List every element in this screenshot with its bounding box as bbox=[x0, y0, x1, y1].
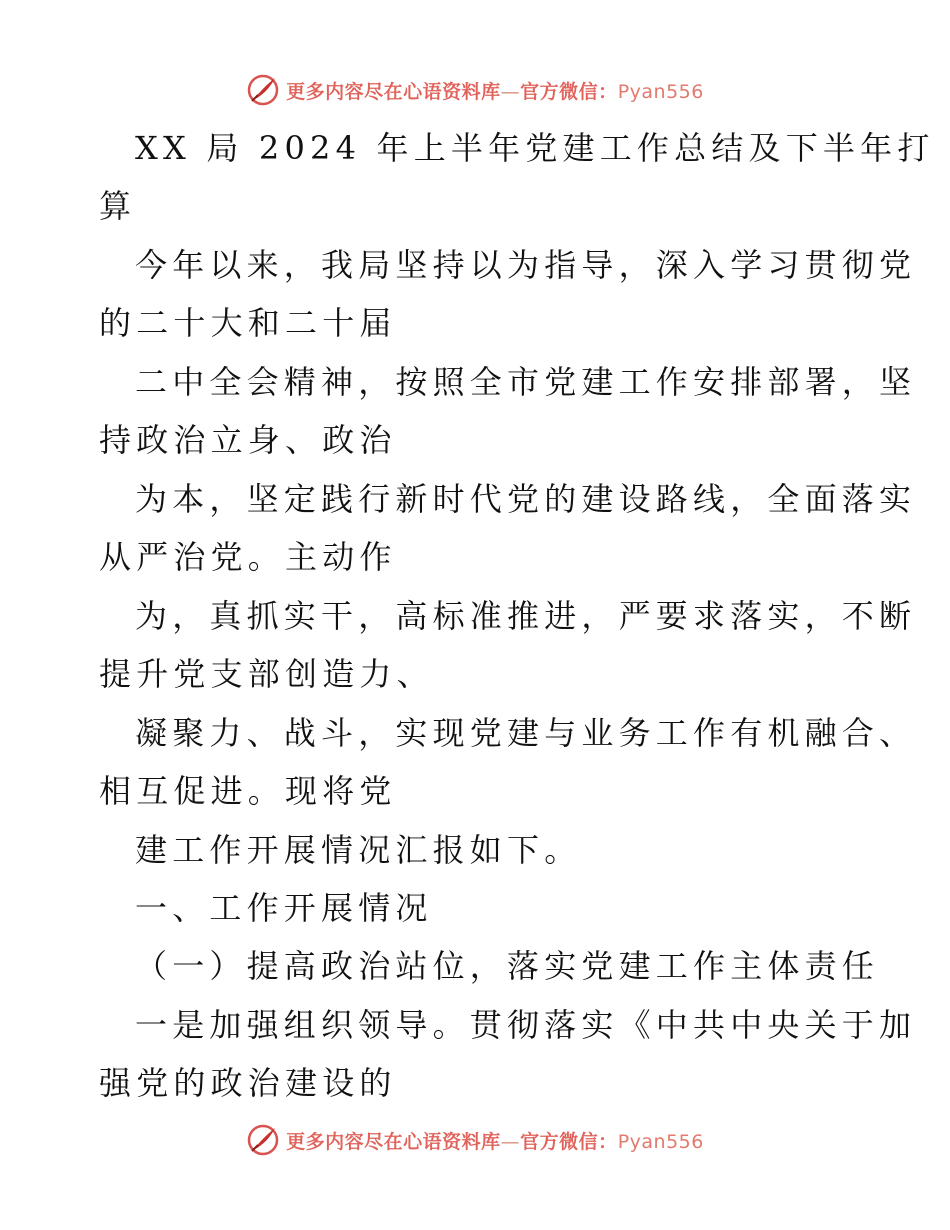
doc-paragraph-line: 持政治立身、政治 bbox=[99, 421, 397, 459]
doc-subsection-heading: （一）提高政治站位，落实党建工作主体责任 bbox=[135, 947, 880, 985]
quill-logo-icon bbox=[246, 1123, 280, 1157]
doc-paragraph-line: 凝聚力、战斗，实现党建与业务工作有机融合、 bbox=[135, 714, 917, 752]
doc-paragraph-line: 今年以来，我局坚持以为指导，深入学习贯彻党 bbox=[135, 246, 917, 284]
doc-title-line-2: 算 bbox=[99, 187, 137, 225]
watermark-separator: — bbox=[500, 1130, 521, 1153]
doc-section-heading: 一、工作开展情况 bbox=[135, 889, 433, 927]
doc-paragraph-line: 提升党支部创造力、 bbox=[99, 655, 434, 693]
doc-paragraph-line: 为本，坚定践行新时代党的建设路线，全面落实 bbox=[135, 480, 917, 518]
doc-title-line-1: XX 局 2024 年上半年党建工作总结及下半年打 bbox=[135, 129, 935, 167]
quill-logo-icon bbox=[246, 73, 280, 107]
watermark-separator: — bbox=[500, 80, 521, 103]
watermark-handle: Pyan556 bbox=[617, 1130, 704, 1153]
watermark-site: 更多内容尽在心语资料库 bbox=[286, 80, 501, 103]
watermark-site: 更多内容尽在心语资料库 bbox=[286, 1130, 501, 1153]
doc-paragraph-line: 为，真抓实干，高标准推进，严要求落实，不断 bbox=[135, 597, 917, 635]
footer-watermark bbox=[0, 1120, 950, 1160]
doc-paragraph-line: 建工作开展情况汇报如下。 bbox=[135, 831, 582, 869]
doc-paragraph-line: 一是加强组织领导。贯彻落实《中共中央关于加 bbox=[135, 1006, 917, 1044]
doc-paragraph-line: 二中全会精神，按照全市党建工作安排部署，坚 bbox=[135, 363, 917, 401]
watermark-text bbox=[286, 1127, 704, 1154]
watermark-handle: Pyan556 bbox=[617, 80, 704, 103]
watermark-official: 官方微信： bbox=[520, 1130, 618, 1153]
watermark-text bbox=[286, 77, 704, 104]
doc-paragraph-line: 的二十大和二十届 bbox=[99, 304, 397, 342]
header-watermark bbox=[0, 70, 950, 110]
doc-paragraph-line: 强党的政治建设的 bbox=[99, 1064, 397, 1102]
doc-paragraph-line: 相互促进。现将党 bbox=[99, 772, 397, 810]
doc-paragraph-line: 从严治党。主动作 bbox=[99, 538, 397, 576]
watermark-official: 官方微信： bbox=[520, 80, 618, 103]
